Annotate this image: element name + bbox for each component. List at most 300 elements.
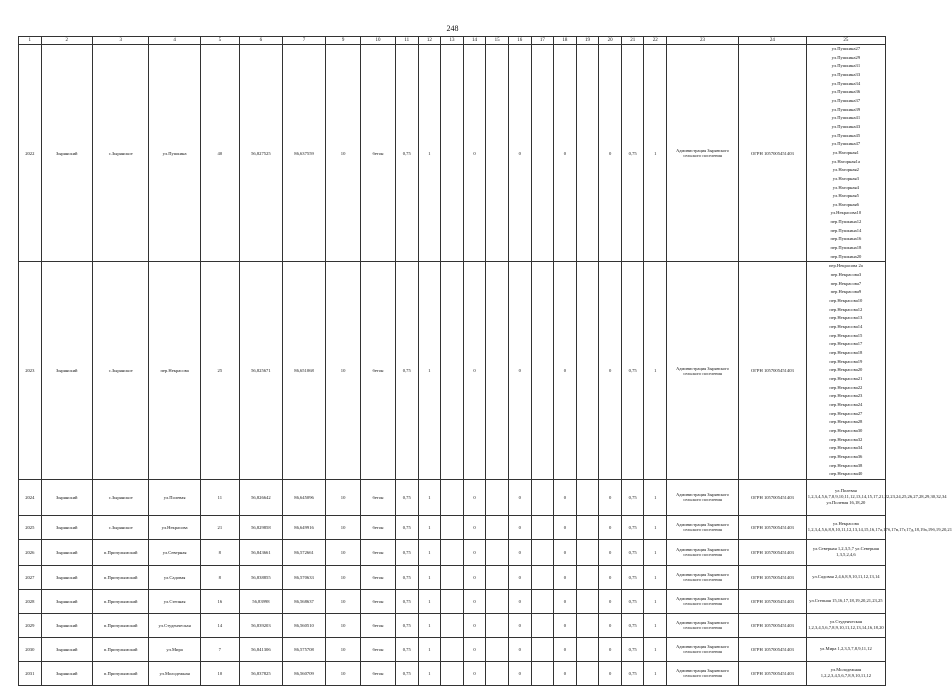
column-number: 11 [395,37,418,45]
road-number: 2031 [19,661,42,685]
column-number: 5 [200,37,239,45]
value-cell: 0 [554,539,577,565]
value-cell: 0 [554,262,577,479]
column-number: 23 [667,37,739,45]
value-cell: 1 [644,479,667,515]
table-row [19,661,886,685]
value-cell: 0 [508,589,531,613]
address-line: ул.Молодежная [830,667,862,673]
address-line: ул.Нагорная1 [832,149,859,155]
value-cell: 0 [508,479,531,515]
value-cell: 0 [554,661,577,685]
value-cell: 1 [418,262,441,479]
empty-cell [486,613,509,637]
value-cell: 0 [599,613,622,637]
value-cell: 0,75 [621,613,644,637]
empty-cell [486,589,509,613]
address-line: ул.Полевая 16,18,20 [826,500,866,506]
table-body [19,45,952,686]
street-cell: пер.Некрасова [149,262,200,479]
district-cell: Зырянский [41,479,92,515]
column-number: 13 [441,37,464,45]
district-cell: Зырянский [41,661,92,685]
address-list-cell [806,479,947,515]
address-line: ул.Студенческая 1,2,3,4,5,6,7,8,9,10,11,12,13,14,16,18,20 [808,619,884,631]
value-cell: 16 [200,589,239,613]
longitude-cell: 86,572661 [282,539,325,565]
settlement-cell: п.Причулымский [92,539,148,565]
address-list-cell [806,539,885,565]
value-cell: 0 [599,661,622,685]
column-number: 22 [644,37,667,45]
ogrn-cell: ОГРН 1057005451403 [738,565,806,589]
district-cell: Зырянский [41,539,92,565]
address-line: ул.Пушкина34 [831,80,861,86]
address-line: ул.Пушкина31 [831,63,861,69]
address-line: ул.Нагорная3 [832,175,859,181]
settlement-cell: п.Причулымский [92,613,148,637]
address-line: ул.Некрасова [832,521,859,527]
road-number: 2026 [19,539,42,565]
empty-cell [441,637,464,661]
road-number: 2029 [19,613,42,637]
value-cell: 1 [644,565,667,589]
value-cell: 0 [463,515,486,539]
settlement-cell: с.Зырянское [92,479,148,515]
empty-cell [486,637,509,661]
latitude-cell: 56,841306 [239,637,282,661]
empty-cell [531,589,554,613]
value-cell: 0 [599,45,622,262]
value-cell: 0,75 [395,589,418,613]
surface-cell: бетон [361,515,396,539]
value-cell: 25 [200,262,239,479]
owner-cell: Администрация Зырянского сельского поселения [667,589,739,613]
address-line: пер.Некрасова36 [829,453,863,459]
value-cell: 0,75 [395,45,418,262]
ogrn-cell: ОГРН 1057005451403 [738,262,806,479]
value-cell: 0 [599,589,622,613]
empty-cell [576,637,599,661]
value-cell: 10 [326,613,361,637]
value-cell: 0 [599,262,622,479]
latitude-cell: 56,837825 [239,661,282,685]
address-line: пер.Пушкина14 [830,227,862,233]
ogrn-cell: ОГРН 1057005451403 [738,479,806,515]
value-cell: 0,75 [395,637,418,661]
street-cell: ул.Полевая [149,479,200,515]
value-cell: 1 [418,565,441,589]
value-cell: 10 [326,45,361,262]
value-cell: 0 [599,539,622,565]
address-line: пер.Некрасова12 [829,306,863,312]
road-number: 2028 [19,589,42,613]
address-line: пер.Некрасова21 [829,375,863,381]
address-line: пер.Некрасова38 [829,462,863,468]
address-line: пер.Некрасова14 [829,324,863,329]
surface-cell: бетон [361,637,396,661]
empty-cell [486,539,509,565]
value-cell: 0,75 [621,479,644,515]
address-line: пер.Пушкина12 [830,219,862,225]
empty-cell [576,613,599,637]
column-number: 12 [418,37,441,45]
district-cell: Зырянский [41,589,92,613]
column-number: 18 [554,37,577,45]
street-cell: ул.Степная [149,589,200,613]
value-cell: 1 [418,613,441,637]
latitude-cell: 56,838855 [239,565,282,589]
value-cell: 1 [644,45,667,262]
address-list-cell [806,565,885,589]
value-cell: 1 [644,589,667,613]
value-cell: 0 [599,479,622,515]
address-line: 1,2,3,4,5,6,8,9,10,11,12,13,14,15,16,17а,17б,17в,17г,17д,18,19а,19б,19,20,21 [807,527,952,533]
latitude-cell: 56,825671 [239,262,282,479]
road-number: 2027 [19,565,42,589]
empty-cell [441,479,464,515]
address-line: ул.Нагорная2 [832,167,859,173]
value-cell: 0 [463,589,486,613]
table-row [19,479,886,515]
value-cell: 10 [326,515,361,539]
street-cell: ул.Молодежная [149,661,200,685]
road-register-table [18,36,952,686]
longitude-cell: 86,560510 [282,613,325,637]
table-row [19,565,886,589]
empty-cell [441,262,464,479]
district-cell: Зырянский [41,637,92,661]
surface-cell: бетон [361,565,396,589]
address-line: пер.Пушкина18 [830,245,862,251]
value-cell: 0,75 [395,661,418,685]
street-cell: ул.Пушкина [149,45,200,262]
street-cell: ул.Некрасова [149,515,200,539]
value-cell: 0,75 [621,637,644,661]
value-cell: 8 [200,565,239,589]
column-number: 6 [239,37,282,45]
value-cell: 0,75 [621,45,644,262]
address-line: пер.Некрасова9 [830,289,862,295]
road-number: 2022 [19,45,42,262]
address-line: пер.Некрасова7 [830,280,862,286]
surface-cell: бетон [361,45,396,262]
address-list-cell [806,613,885,637]
settlement-cell: п.Причулымский [92,661,148,685]
district-cell: Зырянский [41,515,92,539]
owner-cell: Администрация Зырянского сельского поселения [667,262,739,479]
value-cell: 0 [508,515,531,539]
settlement-cell: с.Зырянское [92,515,148,539]
value-cell: 0 [554,565,577,589]
value-cell: 0 [463,262,486,479]
empty-cell [531,479,554,515]
value-cell: 1 [644,515,667,539]
value-cell: 0,75 [621,539,644,565]
value-cell: 0,75 [395,539,418,565]
empty-cell [576,589,599,613]
street-cell: ул.Северная [149,539,200,565]
value-cell: 0 [508,661,531,685]
value-cell: 0 [463,661,486,685]
value-cell: 10 [326,479,361,515]
empty-cell [531,565,554,589]
value-cell: 0 [599,637,622,661]
address-line: пер.Некрасова34 [829,445,863,451]
address-line: ул.Пушкина27 [831,46,861,51]
table-row [19,515,886,539]
address-line: пер.Некрасова17 [829,341,863,347]
road-number: 2030 [19,637,42,661]
address-line: пер.Некрасова 2а [828,263,863,269]
value-cell: 14 [200,613,239,637]
owner-cell: Администрация Зырянского сельского поселения [667,479,739,515]
owner-cell: Администрация Зырянского сельского поселения [667,661,739,685]
table-row [19,637,886,661]
column-number: 14 [463,37,486,45]
street-cell: ул.Студенческая [149,613,200,637]
owner-cell: Администрация Зырянского сельского поселения [667,515,739,539]
value-cell: 1 [418,539,441,565]
value-cell: 10 [326,565,361,589]
value-cell: 0 [463,45,486,262]
address-line: ул.Нагорная6 [832,201,859,207]
value-cell: 0 [463,637,486,661]
address-line: ул.Степная 15,16,17,18,19,20,21,23,25 [809,598,883,604]
address-line: ул.Пушкина47 [831,141,861,147]
empty-cell [486,565,509,589]
ogrn-cell: ОГРН 1057005451403 [738,45,806,262]
empty-cell [486,479,509,515]
empty-cell [576,479,599,515]
value-cell: 10 [200,661,239,685]
address-line: ул.Пушкина36 [831,89,861,95]
column-number: 16 [508,37,531,45]
value-cell: 40 [200,45,239,262]
owner-cell: Администрация Зырянского сельского поселения [667,45,739,262]
column-number: 15 [486,37,509,45]
value-cell: 0 [463,479,486,515]
address-line: ул.Мира 1,2,3,5,7,8,9,11,12 [819,646,872,652]
value-cell: 0 [554,515,577,539]
street-cell: ул.Мира [149,637,200,661]
latitude-cell: 56,829858 [239,515,282,539]
empty-cell [441,613,464,637]
value-cell: 0 [554,613,577,637]
value-cell: 0 [508,45,531,262]
value-cell: 0 [508,539,531,565]
value-cell: 10 [326,539,361,565]
longitude-cell: 86,645096 [282,479,325,515]
address-line: ул.Северная 1,2,3,5,7 ул.Северная 1,3,5,2,4,6 [812,546,879,558]
ogrn-cell: ОГРН 1057005451403 [738,661,806,685]
address-line: ул.Пушкина39 [831,106,861,112]
ogrn-cell: ОГРН 1057005451403 [738,613,806,637]
address-line: пер.Некрасова22 [829,384,863,390]
empty-cell [441,661,464,685]
value-cell: 0,75 [621,515,644,539]
empty-cell [576,45,599,262]
address-line: 1,2,3,4,5,6,7,8,9,10,11,12,13,14,15,17,21,22,23,24,25,26,27,28,29,30,32,34 [807,494,947,500]
address-line: пер.Некрасова32 [829,436,863,442]
value-cell: 1 [418,661,441,685]
value-cell: 1 [644,613,667,637]
address-list-cell [806,515,952,539]
settlement-cell: п.Причулымский [92,637,148,661]
district-cell: Зырянский [41,45,92,262]
value-cell: 0,75 [621,565,644,589]
road-number: 2024 [19,479,42,515]
settlement-cell: с.Зырянское [92,45,148,262]
address-line: ул.Нагорная1а [831,158,860,164]
value-cell: 10 [326,589,361,613]
value-cell: 1 [644,262,667,479]
longitude-cell: 86,568637 [282,589,325,613]
column-number: 20 [599,37,622,45]
surface-cell: бетон [361,479,396,515]
value-cell: 1 [418,479,441,515]
settlement-cell: с.Зырянское [92,262,148,479]
ogrn-cell: ОГРН 1057005451403 [738,589,806,613]
owner-cell: Администрация Зырянского сельского поселения [667,565,739,589]
surface-cell: бетон [361,262,396,479]
empty-cell [531,515,554,539]
address-line: ул.Полевая [835,488,857,493]
address-line: пер.Некрасова10 [829,298,863,304]
value-cell: 0,75 [621,661,644,685]
address-line: ул.Пушкина29 [831,54,861,60]
value-cell: 0 [554,589,577,613]
value-cell: 1 [644,539,667,565]
value-cell: 7 [200,637,239,661]
value-cell: 8 [200,539,239,565]
address-line: пер.Некрасова15 [829,332,863,338]
value-cell: 0 [508,637,531,661]
value-cell: 0 [463,613,486,637]
value-cell: 0,75 [395,613,418,637]
value-cell: 10 [326,262,361,479]
table-row [19,613,886,637]
empty-cell [576,661,599,685]
column-number: 2 [41,37,92,45]
empty-cell [576,262,599,479]
address-list-cell [806,45,885,262]
value-cell: 1 [418,637,441,661]
column-number: 21 [621,37,644,45]
empty-cell [531,613,554,637]
district-cell: Зырянский [41,565,92,589]
address-line: 1,2,2,3,4,5,6,7,8,9,10,11,12 [820,673,872,679]
surface-cell: бетон [361,661,396,685]
address-list-cell [806,589,885,613]
owner-cell: Администрация Зырянского сельского поселения [667,539,739,565]
empty-cell [486,262,509,479]
empty-cell [441,589,464,613]
latitude-cell: 56,843661 [239,539,282,565]
value-cell: 0 [554,637,577,661]
value-cell: 0,75 [395,262,418,479]
road-number: 2025 [19,515,42,539]
ogrn-cell: ОГРН 1057005451403 [738,539,806,565]
district-cell: Зырянский [41,613,92,637]
page-number: 248 [446,24,459,33]
table-row [19,45,886,262]
value-cell: 0,75 [395,565,418,589]
value-cell: 10 [326,637,361,661]
longitude-cell: 86,651068 [282,262,325,479]
empty-cell [441,515,464,539]
value-cell: 0 [508,613,531,637]
latitude-cell: 56,839203 [239,613,282,637]
address-line: пер.Некрасова13 [829,315,863,321]
road-number: 2023 [19,262,42,479]
address-line: ул.Пушкина43 [831,123,861,129]
address-line: пер.Некрасова20 [829,367,863,373]
address-line: ул.Пушкина41 [831,115,861,121]
owner-cell: Администрация Зырянского сельского поселения [667,613,739,637]
empty-cell [486,661,509,685]
address-line: ул.Некрасова10 [830,210,862,216]
address-line: пер.Некрасова28 [829,419,863,425]
value-cell: 0 [599,515,622,539]
value-cell: 0,75 [621,262,644,479]
surface-cell: бетон [361,613,396,637]
column-number: 25 [806,37,885,45]
latitude-cell: 56,827525 [239,45,282,262]
table-row [19,262,886,479]
empty-cell [576,565,599,589]
value-cell: 1 [418,589,441,613]
value-cell: 0 [554,479,577,515]
value-cell: 0 [508,262,531,479]
surface-cell: бетон [361,539,396,565]
longitude-cell: 86,570633 [282,565,325,589]
column-number-row [19,37,886,45]
longitude-cell: 86,575708 [282,637,325,661]
address-line: пер.Некрасова3 [830,272,862,278]
address-line: пер.Пушкина16 [830,236,862,242]
address-list-cell [806,262,885,479]
owner-cell: Администрация Зырянского сельского поселения [667,637,739,661]
value-cell: 0,75 [621,589,644,613]
latitude-cell: 56,83998 [239,589,282,613]
empty-cell [486,45,509,262]
empty-cell [531,262,554,479]
address-line: пер.Пушкина20 [830,253,862,259]
address-line: ул.Садовая 2,4,6,8,9,10,11,12,13,14 [812,574,880,580]
empty-cell [441,539,464,565]
address-line: пер.Некрасова40 [829,471,863,477]
empty-cell [441,45,464,262]
value-cell: 21 [200,515,239,539]
column-number: 10 [361,37,396,45]
address-line: пер.Некрасова27 [829,410,863,416]
ogrn-cell: ОГРН 1057005451403 [738,515,806,539]
value-cell: 1 [644,661,667,685]
address-line: пер.Некрасова19 [829,358,863,364]
column-number: 19 [576,37,599,45]
table-row [19,589,886,613]
value-cell: 1 [644,637,667,661]
value-cell: 1 [418,45,441,262]
empty-cell [531,539,554,565]
street-cell: ул.Садовая [149,565,200,589]
column-number: 7 [282,37,325,45]
empty-cell [531,661,554,685]
address-line: пер.Некрасова24 [829,401,863,407]
value-cell: 11 [200,479,239,515]
column-number: 24 [738,37,806,45]
